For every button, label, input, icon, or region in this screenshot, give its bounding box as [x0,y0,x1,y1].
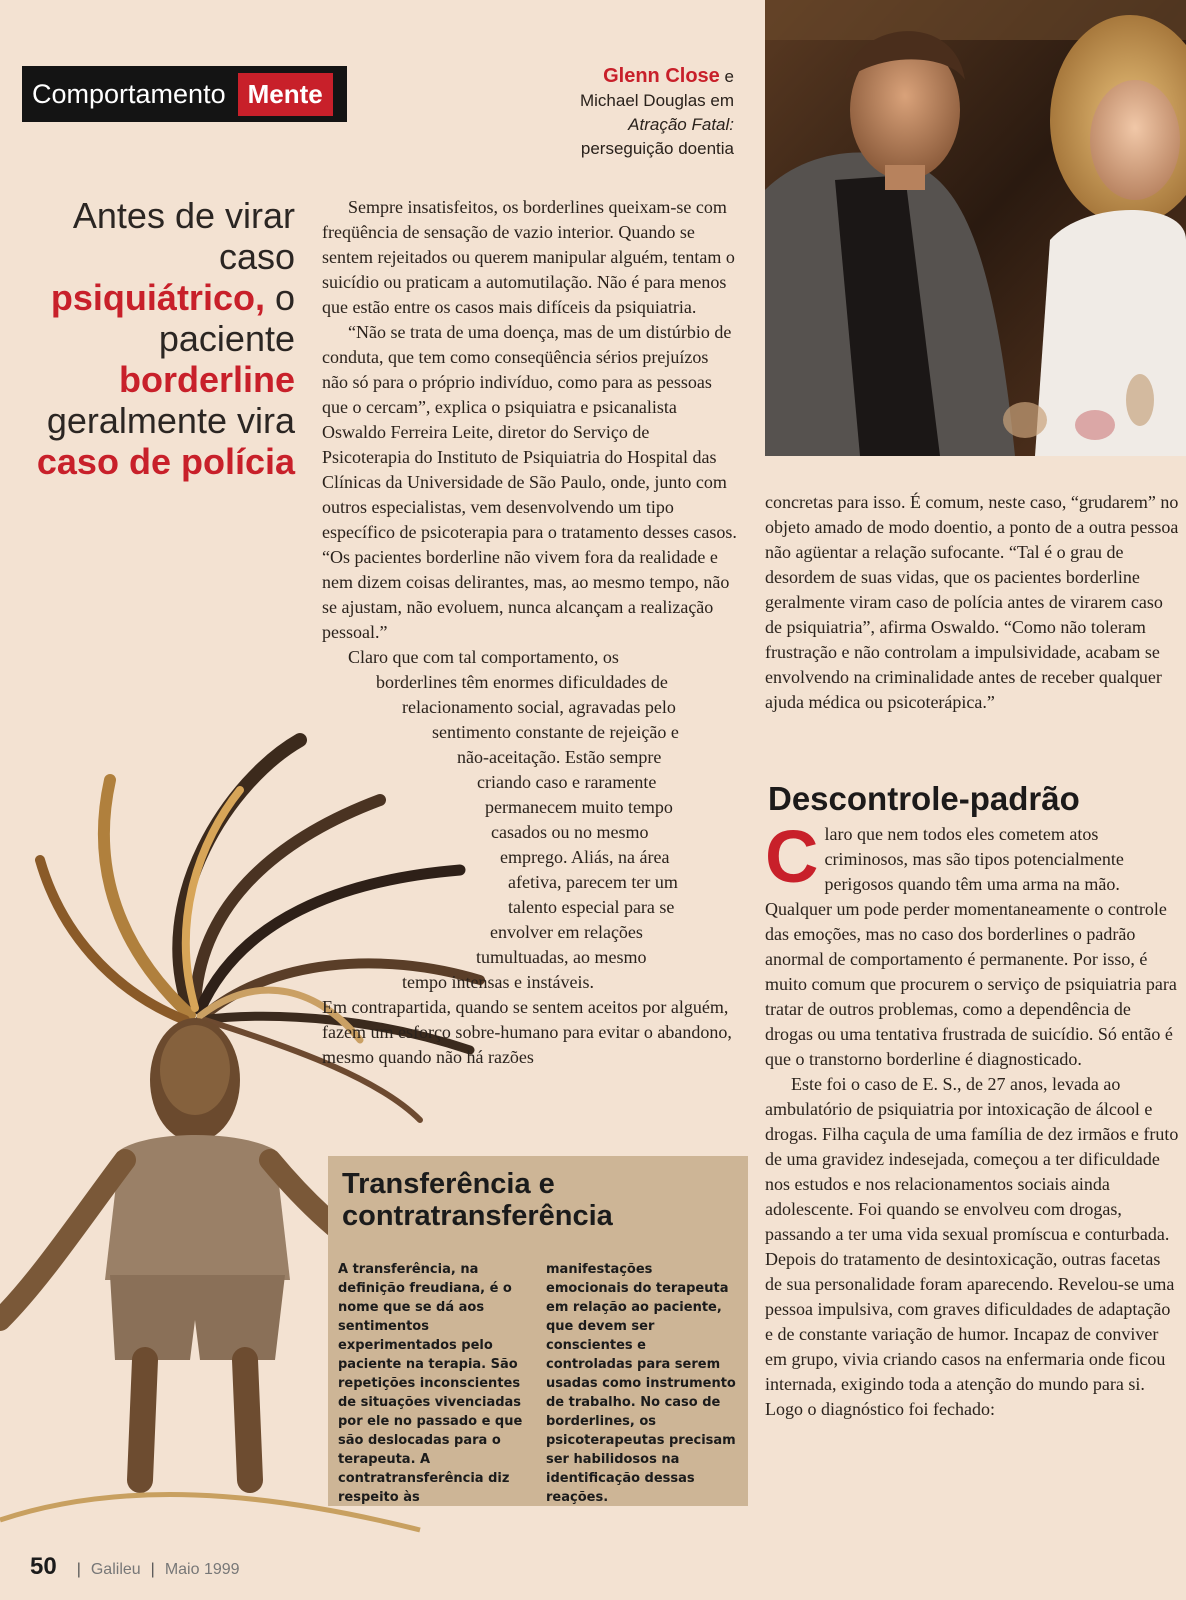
pull-quote-highlight-3: caso de polícia [36,441,295,482]
caption-names: Glenn Close [603,65,720,87]
pull-quote-text-2: o paciente [158,277,295,359]
page-footer [30,1553,240,1581]
photo-graphic [765,0,1186,456]
paragraph-3-line: sentimento constante de rejeição e [432,722,679,742]
body-column-1 [322,195,737,1070]
subhead: Descontrole-padrão [768,780,1080,817]
paragraph-3-line: relacionamento social, agravadas pelo [402,697,676,717]
paragraph-3 [322,645,737,995]
caption-conj: e [724,67,734,86]
paragraph-3-line: emprego. Aliás, na área [500,847,670,867]
footer-separator: | [76,1561,81,1578]
paragraph-3-line: envolver em relações [490,922,643,942]
movie-still-photo [765,0,1186,456]
paragraph-6-text: laro que nem todos eles cometem atos criminosos, mas são tipos potencialmente perigosos quando têm uma arma na mão. Qualquer um pode perder momentaneamente o controle das emoções, mas no caso dos borderlines o padrão anormal de comportamento é permanente. Por isso, é muito comum que procurem o serviço de psiquiatria para tratar de outros problemas, como a dependência de drogas ou uma tentativa frustrada de suicídio. Só então é que o transtorno borderline é diagnosticado. [765,824,1177,1069]
magazine-name: Galileu [90,1561,141,1578]
caption-line2: perseguição doentia [580,139,734,158]
issue-date: Maio 1999 [164,1561,240,1578]
footer-separator: | [150,1561,155,1578]
paragraph-3-line: talento especial para se [508,897,675,917]
paragraph-3-line: tempo intensas e instáveis. [402,972,594,992]
body-column-2 [765,490,1180,715]
body-column-2b [765,815,1180,1422]
paragraph-6 [765,815,1180,1072]
paragraph-3-line: casados ou no mesmo [491,822,649,842]
box-column-1: A transferência, na definição freudiana, é o nome que se dá aos sentimentos experimentados pelo paciente na terapia. São repetições inconscientes de situações vivenciadas por ele no passado e que são deslocadas para o terapeuta. A contratransferência diz respeito às [338,1262,523,1505]
paragraph-1: Sempre insatisfeitos, os borderlines queixam-se com freqüência de sensação de vazio interior. Quando se sentem rejeitados ou querem manipular alguém, tentam o suicídio ou praticam a automutilação. Não é para menos que estão entre os casos mais difíceis da psiquiatria. [322,197,735,317]
paragraph-2: “Não se trata de uma doença, mas de um distúrbio de conduta, que tem como conseqüência sérios prejuízos não só para o próprio indivíduo, como para as pessoas que o cercam”, explica o psiquiatra e psicanalista Oswaldo Ferreira Leite, diretor do Serviço de Psicoterapia do Instituto de Psiquiatria do Hospital das Clínicas da Universidade de São Paulo, onde, junto com outros especialistas, vem desenvolvendo um tipo específico de psicoterapia para o tratamento desses casos. “Os pacientes borderline não vivem fora da realidade e nem dizem coisas delirantes, mas, ao mesmo tempo, não se ajustam, não evoluem, nunca alcançam a realização pessoal.” [322,322,737,642]
box-title [342,1168,613,1232]
box-title-line-2: contratransferência [342,1200,613,1232]
box-column-2: manifestações emocionais do terapeuta em relação ao paciente, que devem ser conscientes e controladas para serem usadas como instrumento de trabalho. No caso de borderlines, os psicoterapeutas precisam ser habilidosos na identificação dessas reações. [546,1262,736,1505]
box-title-line-1: Transferência e [342,1168,555,1200]
pull-quote-highlight-1: psiquiátrico, [50,277,265,318]
paragraph-3-line: borderlines têm enormes dificuldades de [376,672,668,692]
paragraph-3-line: permanecem muito tempo [485,797,673,817]
paragraph-3-line: não-aceitação. Estão sempre [457,747,662,767]
paragraph-5: concretas para isso. É comum, neste caso, “grudarem” no objeto amado de modo doentio, a ponto de a outra pessoa não agüentar a relação sufocante. “Tal é o grau de desordem de suas vidas, que os pacientes borderline geralmente viram caso de polícia antes de virarem caso de psiquiatria”, afirma Oswaldo. “Como não toleram frustração e não controlam a impulsividade, acabam se envolvendo na criminalidade antes de receber qualquer ajuda médica ou psicoterápica.” [765,492,1179,712]
caption-line1: Michael Douglas em [579,91,734,110]
paragraph-4: Em contrapartida, quando se sentem aceitos por alguém, fazem um esforço sobre-humano para evitar o abandono, mesmo quando não há razões [322,997,732,1067]
photo-caption [512,64,734,161]
pull-quote-text-1: Antes de virar caso [72,195,295,277]
page-number: 50 [30,1553,57,1580]
drop-cap: C [765,815,819,898]
paragraph-3-line: afetiva, parecem ter um [508,872,678,892]
section-tag [22,66,347,122]
pull-quote-text-3: geralmente vira [46,400,295,441]
section-label: Comportamento [32,78,226,109]
caption-film: Atração Fatal: [628,115,734,134]
pull-quote [20,195,295,482]
paragraph-3-line: criando caso e raramente [477,772,657,792]
pull-quote-highlight-2: borderline [118,359,295,400]
subsection-label: Mente [238,73,333,116]
paragraph-3-line: Claro que com tal comportamento, os [348,647,619,667]
paragraph-7: Este foi o caso de E. S., de 27 anos, levada ao ambulatório de psiquiatria por intoxicação de álcool e drogas. Filha caçula de uma família de dez irmãos e fruto de uma gravidez indesejada, começou a ter dificuldade nos estudos e nos relacionamentos sociais ainda adolescente. Foi quando se envolveu com drogas, passando a ter uma vida sexual promíscua e conturbada. Depois do tratamento de desintoxicação, outras facetas de sua personalidade foram aparecendo. Revelou-se uma pessoa impulsiva, com graves dificuldades de adaptação e de constante variação de humor. Incapaz de conviver em grupo, vivia criando casos na enfermaria onde ficou internada, exigindo toda a atenção do mundo para si. Logo o diagnóstico foi fechado: [765,1074,1179,1419]
paragraph-3-line: tumultuadas, ao mesmo [476,947,647,967]
sidebar-box [328,1156,748,1506]
